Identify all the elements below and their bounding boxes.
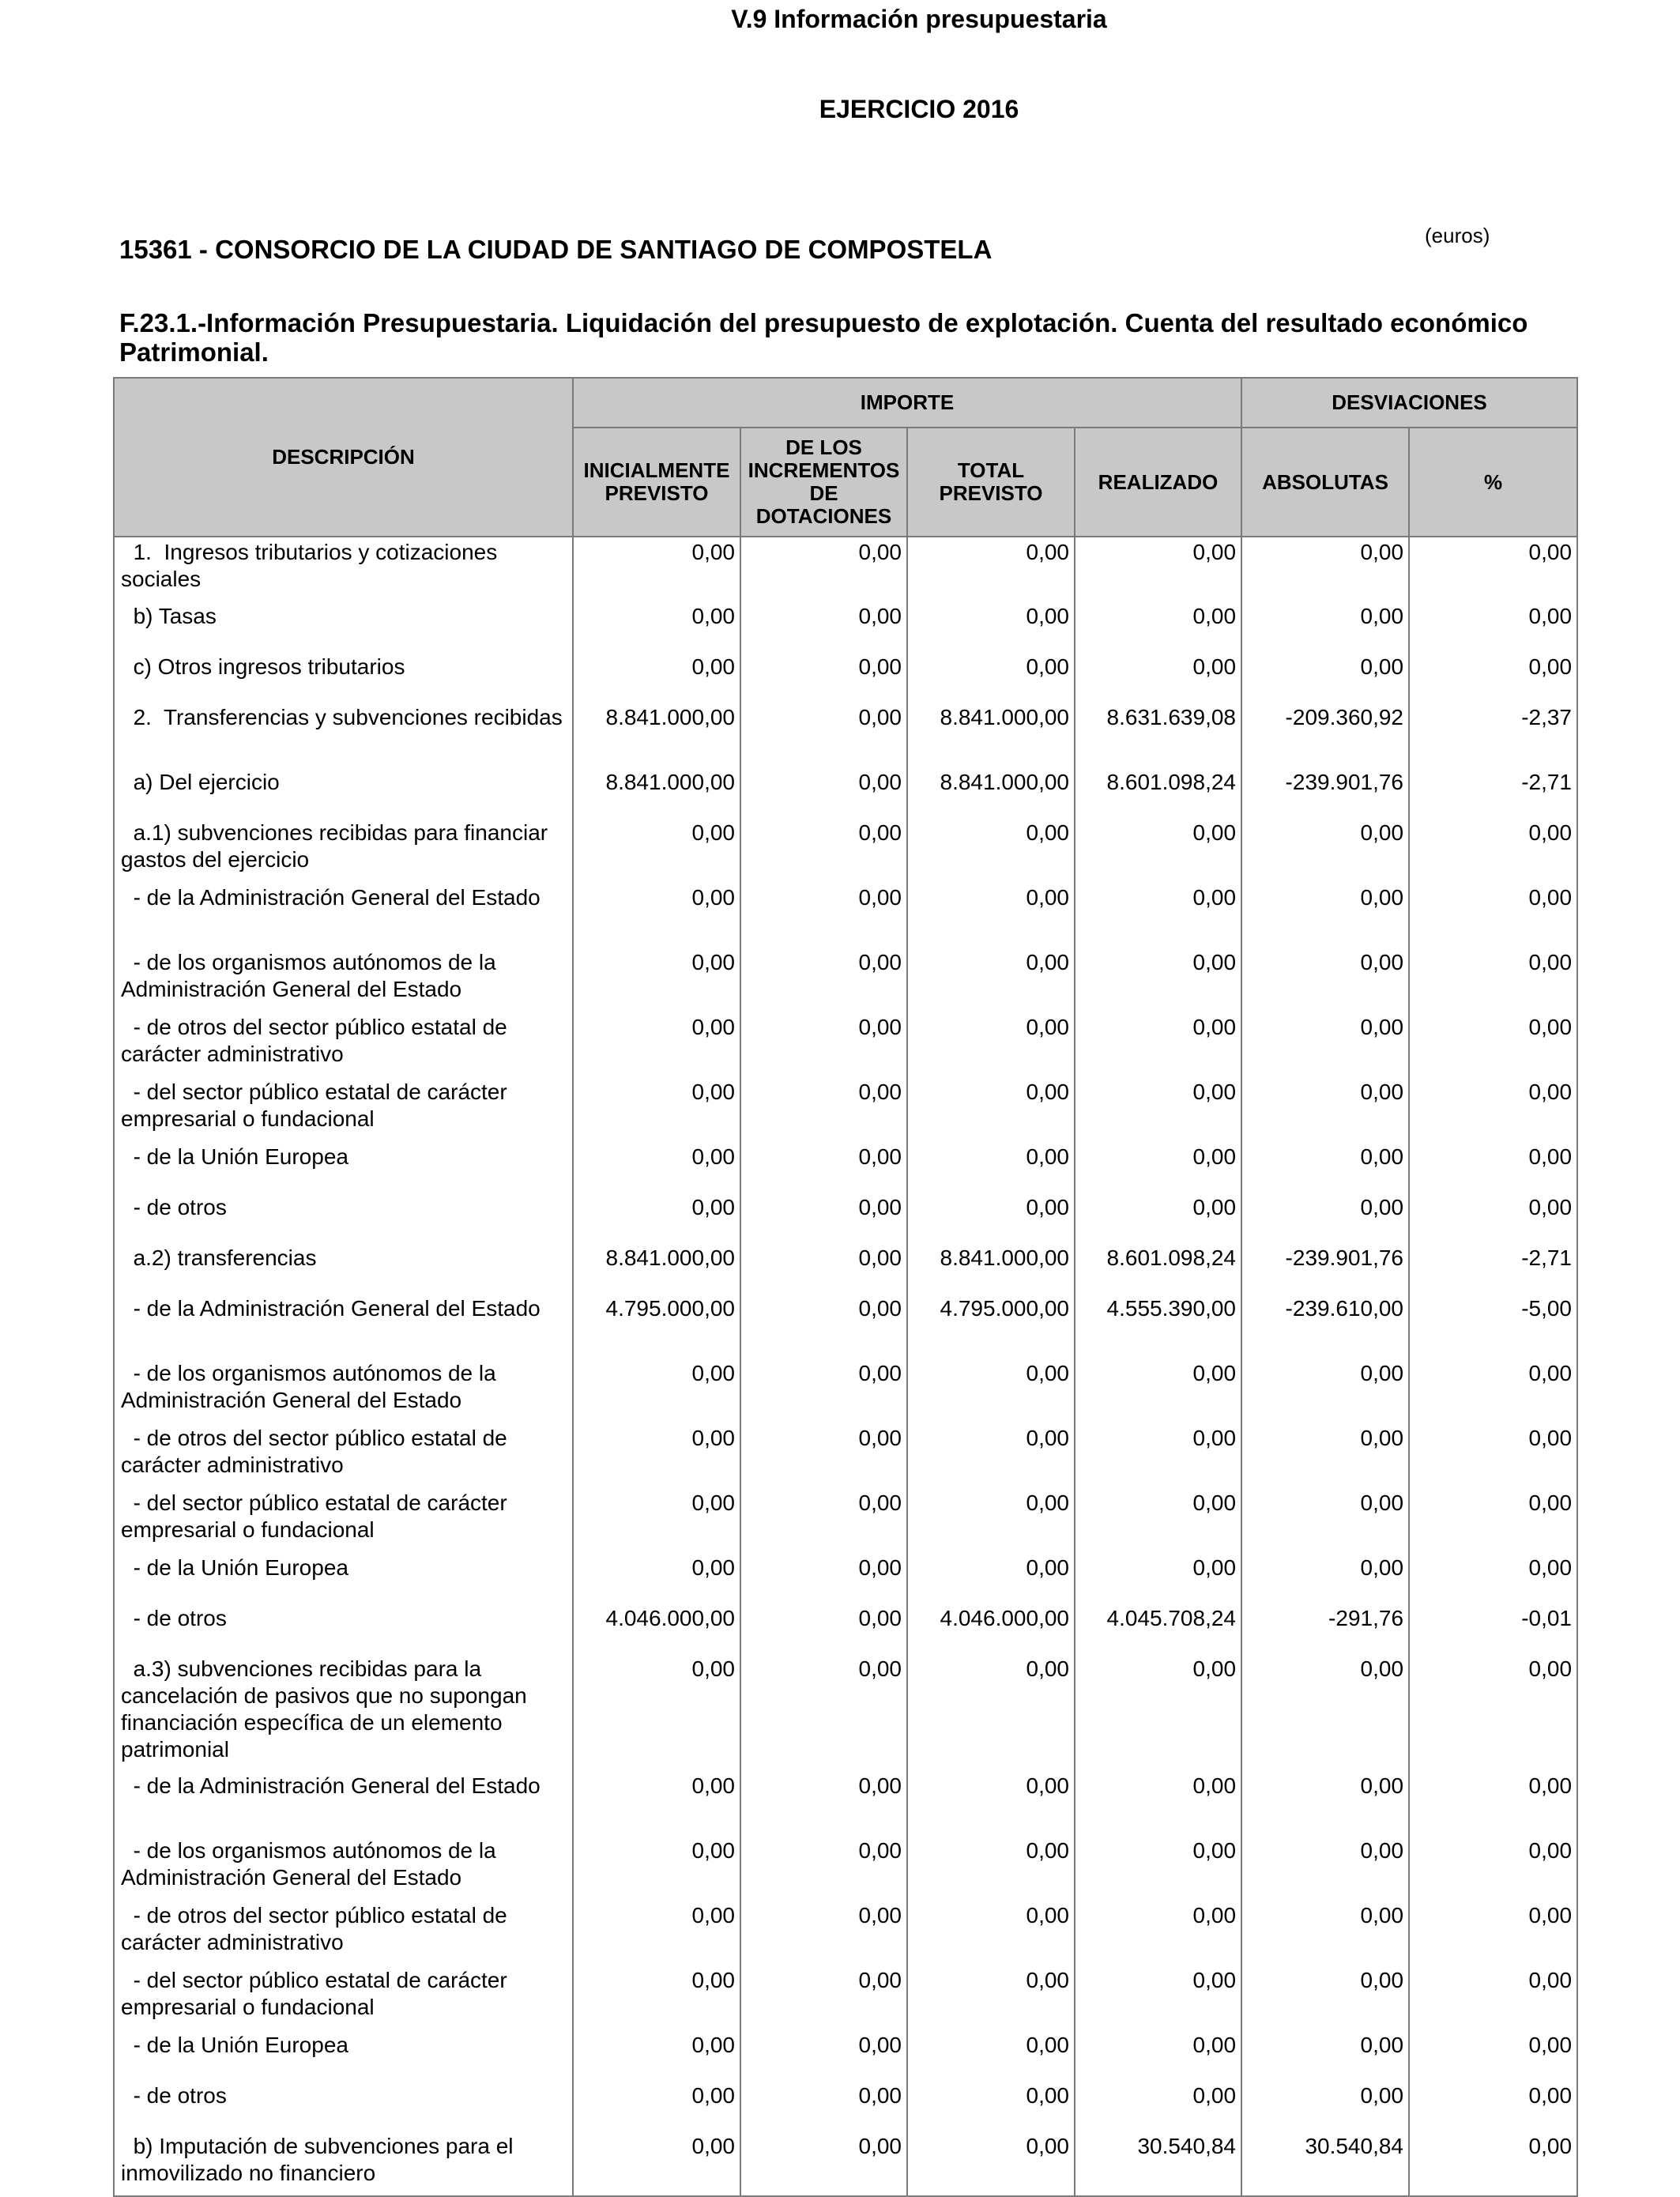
cell-inicialmente-previsto: 0,00 bbox=[573, 1193, 740, 1243]
row-description: - de la Unión Europea bbox=[114, 1142, 573, 1193]
cell-absolutas: 0,00 bbox=[1241, 1901, 1409, 1965]
table-row bbox=[114, 1965, 1577, 2030]
row-description: - de los organismos autónomos de la Administración General del Estado bbox=[114, 1359, 573, 1423]
row-description: - de los organismos autónomos de la Administración General del Estado bbox=[114, 1836, 573, 1901]
table-row bbox=[114, 1243, 1577, 1294]
cell-porcentaje: 0,00 bbox=[1409, 1077, 1577, 1142]
cell-absolutas: 0,00 bbox=[1241, 1771, 1409, 1836]
group-header-desviaciones: DESVIACIONES bbox=[1241, 378, 1577, 428]
cell-porcentaje: 0,00 bbox=[1409, 1654, 1577, 1771]
cell-total-previsto: 0,00 bbox=[907, 1193, 1075, 1243]
cell-absolutas: 0,00 bbox=[1241, 1077, 1409, 1142]
table-row bbox=[114, 767, 1577, 818]
cell-incrementos: 0,00 bbox=[740, 767, 907, 818]
table-row bbox=[114, 1193, 1577, 1243]
cell-absolutas: 0,00 bbox=[1241, 1654, 1409, 1771]
cell-porcentaje: 0,00 bbox=[1409, 537, 1577, 601]
cell-realizado: 0,00 bbox=[1075, 1012, 1241, 1077]
row-description: - del sector público estatal de carácter empresarial o fundacional bbox=[114, 1488, 573, 1553]
cell-total-previsto: 0,00 bbox=[907, 818, 1075, 883]
cell-realizado: 0,00 bbox=[1075, 1359, 1241, 1423]
cell-incrementos: 0,00 bbox=[740, 537, 907, 601]
cell-absolutas: 0,00 bbox=[1241, 601, 1409, 652]
cell-realizado: 0,00 bbox=[1075, 2030, 1241, 2081]
row-description: - de los organismos autónomos de la Administración General del Estado bbox=[114, 948, 573, 1012]
cell-total-previsto: 0,00 bbox=[907, 601, 1075, 652]
table-row bbox=[114, 1488, 1577, 1553]
cell-incrementos: 0,00 bbox=[740, 652, 907, 703]
table-row bbox=[114, 1771, 1577, 1836]
group-header-importe: IMPORTE bbox=[573, 378, 1241, 428]
cell-incrementos: 0,00 bbox=[740, 1771, 907, 1836]
cell-porcentaje: 0,00 bbox=[1409, 1965, 1577, 2030]
row-description: - de otros bbox=[114, 1193, 573, 1243]
cell-absolutas: 0,00 bbox=[1241, 883, 1409, 948]
cell-absolutas: 30.540,84 bbox=[1241, 2131, 1409, 2196]
cell-inicialmente-previsto: 0,00 bbox=[573, 537, 740, 601]
cell-absolutas: -239.901,76 bbox=[1241, 767, 1409, 818]
cell-porcentaje: 0,00 bbox=[1409, 652, 1577, 703]
cell-realizado: 0,00 bbox=[1075, 1771, 1241, 1836]
cell-inicialmente-previsto: 0,00 bbox=[573, 1077, 740, 1142]
cell-total-previsto: 8.841.000,00 bbox=[907, 767, 1075, 818]
table-row bbox=[114, 2131, 1577, 2196]
currency-units: (euros) bbox=[1425, 224, 1490, 247]
cell-realizado: 0,00 bbox=[1075, 537, 1241, 601]
table-row bbox=[114, 1654, 1577, 1771]
cell-incrementos: 0,00 bbox=[740, 1836, 907, 1901]
cell-total-previsto: 0,00 bbox=[907, 1423, 1075, 1488]
cell-absolutas: 0,00 bbox=[1241, 652, 1409, 703]
cell-porcentaje: 0,00 bbox=[1409, 1771, 1577, 1836]
cell-absolutas: 0,00 bbox=[1241, 1193, 1409, 1243]
column-header-incrementos: DE LOS INCREMENTOS DE DOTACIONES bbox=[740, 428, 907, 537]
cell-absolutas: -239.610,00 bbox=[1241, 1294, 1409, 1359]
cell-total-previsto: 0,00 bbox=[907, 1771, 1075, 1836]
column-header-realizado: REALIZADO bbox=[1075, 428, 1241, 537]
row-description: - de otros bbox=[114, 1603, 573, 1654]
cell-incrementos: 0,00 bbox=[740, 1359, 907, 1423]
row-description: - de la Unión Europea bbox=[114, 2030, 573, 2081]
table-row bbox=[114, 1603, 1577, 1654]
cell-realizado: 30.540,84 bbox=[1075, 2131, 1241, 2196]
cell-realizado: 0,00 bbox=[1075, 1965, 1241, 2030]
cell-absolutas: -209.360,92 bbox=[1241, 703, 1409, 767]
cell-absolutas: 0,00 bbox=[1241, 818, 1409, 883]
cell-total-previsto: 0,00 bbox=[907, 2131, 1075, 2196]
cell-absolutas: 0,00 bbox=[1241, 1553, 1409, 1603]
cell-inicialmente-previsto: 0,00 bbox=[573, 948, 740, 1012]
cell-realizado: 0,00 bbox=[1075, 652, 1241, 703]
table-row bbox=[114, 1077, 1577, 1142]
cell-porcentaje: 0,00 bbox=[1409, 1423, 1577, 1488]
cell-inicialmente-previsto: 0,00 bbox=[573, 2131, 740, 2196]
cell-total-previsto: 4.046.000,00 bbox=[907, 1603, 1075, 1654]
row-description: - de la Unión Europea bbox=[114, 1553, 573, 1603]
cell-incrementos: 0,00 bbox=[740, 1012, 907, 1077]
cell-incrementos: 0,00 bbox=[740, 601, 907, 652]
cell-total-previsto: 0,00 bbox=[907, 1142, 1075, 1193]
cell-total-previsto: 0,00 bbox=[907, 1654, 1075, 1771]
cell-inicialmente-previsto: 0,00 bbox=[573, 1901, 740, 1965]
cell-realizado: 0,00 bbox=[1075, 2081, 1241, 2131]
cell-total-previsto: 0,00 bbox=[907, 2030, 1075, 2081]
cell-inicialmente-previsto: 0,00 bbox=[573, 1836, 740, 1901]
cell-incrementos: 0,00 bbox=[740, 1193, 907, 1243]
cell-absolutas: 0,00 bbox=[1241, 2081, 1409, 2131]
cell-porcentaje: -2,37 bbox=[1409, 703, 1577, 767]
row-description: a.2) transferencias bbox=[114, 1243, 573, 1294]
cell-inicialmente-previsto: 0,00 bbox=[573, 1142, 740, 1193]
table-row bbox=[114, 703, 1577, 767]
table-row bbox=[114, 1901, 1577, 1965]
cell-porcentaje: 0,00 bbox=[1409, 1193, 1577, 1243]
cell-inicialmente-previsto: 8.841.000,00 bbox=[573, 767, 740, 818]
cell-absolutas: 0,00 bbox=[1241, 948, 1409, 1012]
cell-realizado: 0,00 bbox=[1075, 1553, 1241, 1603]
table-row bbox=[114, 1553, 1577, 1603]
cell-absolutas: -291,76 bbox=[1241, 1603, 1409, 1654]
row-description: a) Del ejercicio bbox=[114, 767, 573, 818]
cell-porcentaje: 0,00 bbox=[1409, 601, 1577, 652]
cell-realizado: 8.601.098,24 bbox=[1075, 1243, 1241, 1294]
cell-realizado: 0,00 bbox=[1075, 1901, 1241, 1965]
cell-realizado: 0,00 bbox=[1075, 1836, 1241, 1901]
table-row bbox=[114, 1012, 1577, 1077]
cell-porcentaje: 0,00 bbox=[1409, 883, 1577, 948]
cell-total-previsto: 0,00 bbox=[907, 537, 1075, 601]
cell-total-previsto: 0,00 bbox=[907, 1012, 1075, 1077]
cell-porcentaje: 0,00 bbox=[1409, 2131, 1577, 2196]
cell-total-previsto: 0,00 bbox=[907, 2081, 1075, 2131]
cell-total-previsto: 0,00 bbox=[907, 948, 1075, 1012]
cell-inicialmente-previsto: 8.841.000,00 bbox=[573, 1243, 740, 1294]
cell-inicialmente-previsto: 0,00 bbox=[573, 883, 740, 948]
cell-total-previsto: 0,00 bbox=[907, 883, 1075, 948]
cell-incrementos: 0,00 bbox=[740, 1553, 907, 1603]
cell-porcentaje: -2,71 bbox=[1409, 1243, 1577, 1294]
cell-absolutas: -239.901,76 bbox=[1241, 1243, 1409, 1294]
cell-absolutas: 0,00 bbox=[1241, 1965, 1409, 2030]
cell-incrementos: 0,00 bbox=[740, 1243, 907, 1294]
cell-incrementos: 0,00 bbox=[740, 1654, 907, 1771]
cell-inicialmente-previsto: 0,00 bbox=[573, 1654, 740, 1771]
cell-inicialmente-previsto: 0,00 bbox=[573, 1012, 740, 1077]
row-description: - de otros del sector público estatal de carácter administrativo bbox=[114, 1012, 573, 1077]
column-header-total-previsto: TOTAL PREVISTO bbox=[907, 428, 1075, 537]
cell-incrementos: 0,00 bbox=[740, 1142, 907, 1193]
row-description: - de otros del sector público estatal de carácter administrativo bbox=[114, 1423, 573, 1488]
cell-realizado: 0,00 bbox=[1075, 1077, 1241, 1142]
cell-realizado: 0,00 bbox=[1075, 1488, 1241, 1553]
row-description: - de otros del sector público estatal de carácter administrativo bbox=[114, 1901, 573, 1965]
row-description: - de la Administración General del Estado bbox=[114, 883, 573, 948]
cell-incrementos: 0,00 bbox=[740, 1294, 907, 1359]
cell-inicialmente-previsto: 0,00 bbox=[573, 601, 740, 652]
cell-porcentaje: 0,00 bbox=[1409, 1488, 1577, 1553]
row-description: c) Otros ingresos tributarios bbox=[114, 652, 573, 703]
cell-realizado: 0,00 bbox=[1075, 948, 1241, 1012]
table-row bbox=[114, 1142, 1577, 1193]
section-title: F.23.1.-Información Presupuestaria. Liquidación del presupuesto de explotación. Cuenta del resultado económico Patrimonial. bbox=[119, 308, 1528, 367]
cell-porcentaje: 0,00 bbox=[1409, 2081, 1577, 2131]
cell-total-previsto: 4.795.000,00 bbox=[907, 1294, 1075, 1359]
cell-porcentaje: 0,00 bbox=[1409, 1359, 1577, 1423]
table-row bbox=[114, 1423, 1577, 1488]
cell-realizado: 0,00 bbox=[1075, 883, 1241, 948]
cell-absolutas: 0,00 bbox=[1241, 1488, 1409, 1553]
cell-inicialmente-previsto: 0,00 bbox=[573, 1359, 740, 1423]
cell-inicialmente-previsto: 0,00 bbox=[573, 1771, 740, 1836]
row-description: b) Tasas bbox=[114, 601, 573, 652]
cell-inicialmente-previsto: 0,00 bbox=[573, 2030, 740, 2081]
cell-realizado: 0,00 bbox=[1075, 1193, 1241, 1243]
cell-total-previsto: 0,00 bbox=[907, 1965, 1075, 2030]
row-description: 2. Transferencias y subvenciones recibidas bbox=[114, 703, 573, 767]
cell-inicialmente-previsto: 0,00 bbox=[573, 1965, 740, 2030]
exercise-year: EJERCICIO 2016 bbox=[819, 95, 1019, 123]
cell-incrementos: 0,00 bbox=[740, 2131, 907, 2196]
table-row bbox=[114, 883, 1577, 948]
cell-realizado: 0,00 bbox=[1075, 1142, 1241, 1193]
cell-realizado: 4.555.390,00 bbox=[1075, 1294, 1241, 1359]
cell-porcentaje: 0,00 bbox=[1409, 1012, 1577, 1077]
table-row bbox=[114, 2030, 1577, 2081]
cell-incrementos: 0,00 bbox=[740, 1901, 907, 1965]
cell-total-previsto: 0,00 bbox=[907, 1359, 1075, 1423]
cell-inicialmente-previsto: 0,00 bbox=[573, 652, 740, 703]
cell-realizado: 0,00 bbox=[1075, 601, 1241, 652]
cell-porcentaje: 0,00 bbox=[1409, 948, 1577, 1012]
cell-absolutas: 0,00 bbox=[1241, 1012, 1409, 1077]
cell-porcentaje: -5,00 bbox=[1409, 1294, 1577, 1359]
cell-total-previsto: 0,00 bbox=[907, 1553, 1075, 1603]
column-header-descripcion: DESCRIPCIÓN bbox=[114, 378, 573, 537]
table-row bbox=[114, 1294, 1577, 1359]
cell-absolutas: 0,00 bbox=[1241, 537, 1409, 601]
cell-incrementos: 0,00 bbox=[740, 948, 907, 1012]
row-description: a.1) subvenciones recibidas para financiar gastos del ejercicio bbox=[114, 818, 573, 883]
table-row bbox=[114, 652, 1577, 703]
table-row bbox=[114, 948, 1577, 1012]
cell-incrementos: 0,00 bbox=[740, 2030, 907, 2081]
cell-total-previsto: 0,00 bbox=[907, 652, 1075, 703]
row-description: - de la Administración General del Estado bbox=[114, 1771, 573, 1836]
cell-absolutas: 0,00 bbox=[1241, 1423, 1409, 1488]
report-title: V.9 Información presupuestaria bbox=[731, 5, 1107, 33]
cell-absolutas: 0,00 bbox=[1241, 1836, 1409, 1901]
cell-porcentaje: 0,00 bbox=[1409, 1142, 1577, 1193]
cell-porcentaje: 0,00 bbox=[1409, 818, 1577, 883]
cell-inicialmente-previsto: 0,00 bbox=[573, 1488, 740, 1553]
budget-table bbox=[113, 377, 1578, 2197]
cell-inicialmente-previsto: 0,00 bbox=[573, 2081, 740, 2131]
cell-incrementos: 0,00 bbox=[740, 1488, 907, 1553]
cell-incrementos: 0,00 bbox=[740, 2081, 907, 2131]
cell-realizado: 4.045.708,24 bbox=[1075, 1603, 1241, 1654]
cell-realizado: 8.601.098,24 bbox=[1075, 767, 1241, 818]
column-header-porcentaje: % bbox=[1409, 428, 1577, 537]
row-description: - de la Administración General del Estado bbox=[114, 1294, 573, 1359]
cell-porcentaje: -2,71 bbox=[1409, 767, 1577, 818]
row-description: a.3) subvenciones recibidas para la cancelación de pasivos que no supongan financiación específica de un elemento patrimonial bbox=[114, 1654, 573, 1771]
cell-realizado: 0,00 bbox=[1075, 1423, 1241, 1488]
cell-porcentaje: 0,00 bbox=[1409, 1901, 1577, 1965]
cell-total-previsto: 0,00 bbox=[907, 1077, 1075, 1142]
cell-absolutas: 0,00 bbox=[1241, 1359, 1409, 1423]
cell-inicialmente-previsto: 4.795.000,00 bbox=[573, 1294, 740, 1359]
cell-incrementos: 0,00 bbox=[740, 1965, 907, 2030]
table-row bbox=[114, 1359, 1577, 1423]
cell-realizado: 0,00 bbox=[1075, 1654, 1241, 1771]
cell-inicialmente-previsto: 0,00 bbox=[573, 818, 740, 883]
column-header-inicialmente-previsto: INICIALMENTE PREVISTO bbox=[573, 428, 740, 537]
table-row bbox=[114, 537, 1577, 601]
table-row bbox=[114, 1836, 1577, 1901]
cell-porcentaje: 0,00 bbox=[1409, 2030, 1577, 2081]
cell-incrementos: 0,00 bbox=[740, 1423, 907, 1488]
cell-absolutas: 0,00 bbox=[1241, 1142, 1409, 1193]
row-description: - de otros bbox=[114, 2081, 573, 2131]
cell-absolutas: 0,00 bbox=[1241, 2030, 1409, 2081]
row-description: - del sector público estatal de carácter empresarial o fundacional bbox=[114, 1077, 573, 1142]
table-body bbox=[114, 537, 1577, 2196]
cell-realizado: 8.631.639,08 bbox=[1075, 703, 1241, 767]
cell-total-previsto: 0,00 bbox=[907, 1901, 1075, 1965]
entity-name: 15361 - CONSORCIO DE LA CIUDAD DE SANTIAGO DE COMPOSTELA bbox=[119, 235, 993, 264]
column-header-absolutas: ABSOLUTAS bbox=[1241, 428, 1409, 537]
cell-total-previsto: 8.841.000,00 bbox=[907, 1243, 1075, 1294]
cell-inicialmente-previsto: 4.046.000,00 bbox=[573, 1603, 740, 1654]
table-row bbox=[114, 601, 1577, 652]
cell-total-previsto: 8.841.000,00 bbox=[907, 703, 1075, 767]
cell-inicialmente-previsto: 0,00 bbox=[573, 1423, 740, 1488]
cell-porcentaje: 0,00 bbox=[1409, 1553, 1577, 1603]
table-row bbox=[114, 2081, 1577, 2131]
cell-incrementos: 0,00 bbox=[740, 883, 907, 948]
table-row bbox=[114, 818, 1577, 883]
row-description: - del sector público estatal de carácter empresarial o fundacional bbox=[114, 1965, 573, 2030]
cell-porcentaje: -0,01 bbox=[1409, 1603, 1577, 1654]
cell-incrementos: 0,00 bbox=[740, 1077, 907, 1142]
cell-realizado: 0,00 bbox=[1075, 818, 1241, 883]
cell-total-previsto: 0,00 bbox=[907, 1836, 1075, 1901]
cell-inicialmente-previsto: 8.841.000,00 bbox=[573, 703, 740, 767]
cell-porcentaje: 0,00 bbox=[1409, 1836, 1577, 1901]
cell-incrementos: 0,00 bbox=[740, 818, 907, 883]
cell-total-previsto: 0,00 bbox=[907, 1488, 1075, 1553]
cell-incrementos: 0,00 bbox=[740, 703, 907, 767]
cell-incrementos: 0,00 bbox=[740, 1603, 907, 1654]
row-description: b) Imputación de subvenciones para el inmovilizado no financiero bbox=[114, 2131, 573, 2196]
cell-inicialmente-previsto: 0,00 bbox=[573, 1553, 740, 1603]
row-description: 1. Ingresos tributarios y cotizaciones sociales bbox=[114, 537, 573, 601]
